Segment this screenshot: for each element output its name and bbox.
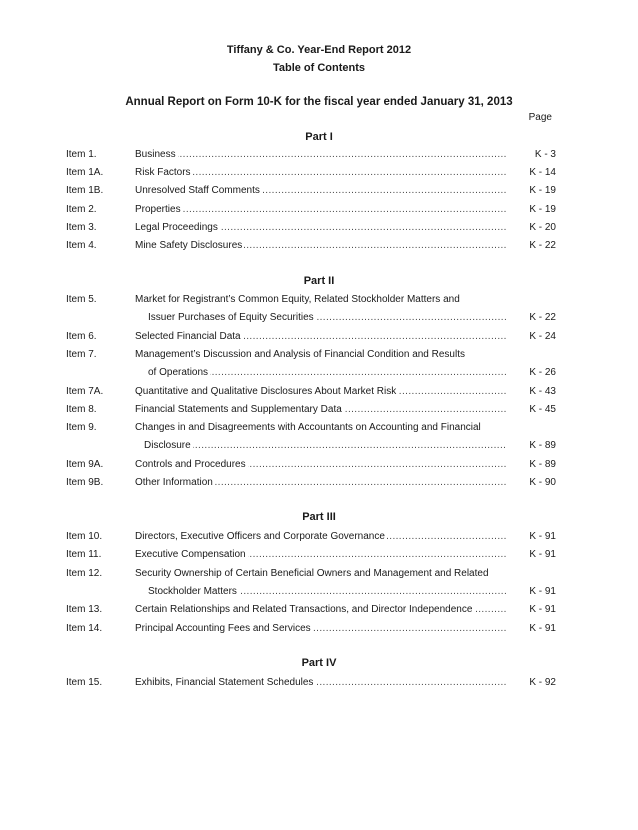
item-title: Business ..... — [135, 146, 506, 164]
item-title-continued: Disclosure ..... — [144, 437, 506, 455]
document-subtitle: Table of Contents — [272, 62, 366, 74]
toc-row[interactable] — [66, 419, 556, 437]
item-page: K - 89 — [529, 459, 556, 470]
toc-row[interactable] — [66, 383, 556, 401]
item-number: Item 9A. — [66, 459, 104, 470]
item-number: Item 8. — [66, 404, 97, 415]
item-title: Principal Accounting Fees and Services ..... — [135, 620, 506, 638]
item-title-continued: Stockholder Matters ..... — [148, 583, 506, 601]
item-number: Item 14. — [66, 623, 103, 634]
item-number: Item 2. — [66, 204, 97, 215]
item-page: K - 14 — [529, 167, 556, 178]
item-title: Security Ownership of Certain Beneficial Owners and Management and Related — [135, 568, 489, 579]
item-title: Changes in and Disagreements with Accountants on Accounting and Financial — [135, 422, 481, 433]
item-page: K - 45 — [529, 404, 556, 415]
toc-row[interactable] — [66, 328, 556, 346]
item-page: K - 24 — [529, 331, 556, 342]
part-heading: Part III — [302, 511, 336, 523]
item-title: Selected Financial Data ..... — [135, 328, 506, 346]
toc-row-continued[interactable] — [66, 437, 556, 455]
toc-row[interactable] — [66, 474, 556, 492]
item-number: Item 3. — [66, 222, 97, 233]
item-page: K - 22 — [529, 312, 556, 323]
toc-row[interactable] — [66, 164, 556, 182]
item-page: K - 26 — [529, 367, 556, 378]
item-number: Item 13. — [66, 604, 103, 615]
item-title: Legal Proceedings ..... — [135, 219, 506, 237]
item-title: Properties ..... — [135, 201, 506, 219]
item-title-continued: Issuer Purchases of Equity Securities ..... — [148, 309, 506, 327]
toc-row[interactable] — [66, 146, 556, 164]
item-number: Item 6. — [66, 331, 97, 342]
toc-row[interactable] — [66, 528, 556, 546]
toc-row[interactable] — [66, 346, 556, 364]
item-title: Financial Statements and Supplementary Data ..... — [135, 401, 506, 419]
part-heading: Part I — [305, 131, 333, 143]
item-number: Item 7A. — [66, 386, 104, 397]
item-number: Item 11. — [66, 549, 102, 560]
toc-row-continued[interactable] — [66, 309, 556, 327]
item-title: Directors, Executive Officers and Corporate Governance ..... — [135, 528, 506, 546]
item-title: Risk Factors ..... — [135, 164, 506, 182]
toc-row[interactable] — [66, 401, 556, 419]
item-title: Management’s Discussion and Analysis of Financial Condition and Results — [135, 349, 465, 360]
item-page: K - 92 — [529, 677, 556, 688]
item-page: K - 3 — [534, 149, 556, 160]
report-description: Annual Report on Form 10-K for the fiscal year ended January 31, 2013 — [125, 96, 513, 108]
toc-row-continued[interactable] — [66, 364, 556, 382]
item-number: Item 1A. — [66, 167, 104, 178]
toc-row[interactable] — [66, 546, 556, 564]
part-heading: Part IV — [301, 657, 337, 669]
item-page: K - 22 — [529, 240, 556, 251]
toc-row[interactable] — [66, 182, 556, 200]
item-page: K - 20 — [529, 222, 556, 233]
item-page: K - 91 — [529, 586, 556, 597]
item-title: Exhibits, Financial Statement Schedules ..... — [135, 674, 506, 692]
page-column-label: Page — [528, 112, 552, 123]
toc-row[interactable] — [66, 565, 556, 583]
item-page: K - 91 — [529, 623, 556, 634]
item-number: Item 1. — [66, 149, 97, 160]
item-title: Mine Safety Disclosures ..... — [135, 237, 506, 255]
toc-row[interactable] — [66, 674, 556, 692]
item-page: K - 19 — [529, 185, 556, 196]
item-title: Unresolved Staff Comments ..... — [135, 182, 506, 200]
toc-row[interactable] — [66, 620, 556, 638]
toc-row[interactable] — [66, 237, 556, 255]
item-number: Item 9. — [66, 422, 97, 433]
item-title: Quantitative and Qualitative Disclosures About Market Risk ..... — [135, 383, 506, 401]
item-title: Certain Relationships and Related Transactions, and Director Independence ..... — [135, 601, 506, 619]
item-number: Item 15. — [66, 677, 103, 688]
item-title: Other Information ..... — [135, 474, 506, 492]
document-title: Tiffany & Co. Year-End Report 2012 — [226, 44, 412, 56]
item-page: K - 90 — [529, 477, 556, 488]
toc-row[interactable] — [66, 219, 556, 237]
item-number: Item 10. — [66, 531, 103, 542]
toc-row[interactable] — [66, 201, 556, 219]
item-title: Controls and Procedures ..... — [135, 456, 506, 474]
item-number: Item 9B. — [66, 477, 104, 488]
toc-row[interactable] — [66, 601, 556, 619]
toc-row[interactable] — [66, 456, 556, 474]
item-page: K - 91 — [529, 604, 556, 615]
item-number: Item 5. — [66, 294, 97, 305]
item-title: Executive Compensation ..... — [135, 546, 506, 564]
item-page: K - 91 — [529, 531, 556, 542]
item-number: Item 7. — [66, 349, 97, 360]
item-number: Item 12. — [66, 568, 103, 579]
part-heading: Part II — [303, 275, 335, 287]
item-page: K - 19 — [529, 204, 556, 215]
toc-row[interactable] — [66, 291, 556, 309]
item-title: Market for Registrant’s Common Equity, Related Stockholder Matters and — [135, 294, 460, 305]
item-number: Item 1B. — [66, 185, 104, 196]
item-title-continued: of Operations ..... — [148, 364, 506, 382]
item-number: Item 4. — [66, 240, 97, 251]
toc-row-continued[interactable] — [66, 583, 556, 601]
item-page: K - 89 — [529, 440, 556, 451]
item-page: K - 91 — [529, 549, 556, 560]
item-page: K - 43 — [529, 386, 556, 397]
